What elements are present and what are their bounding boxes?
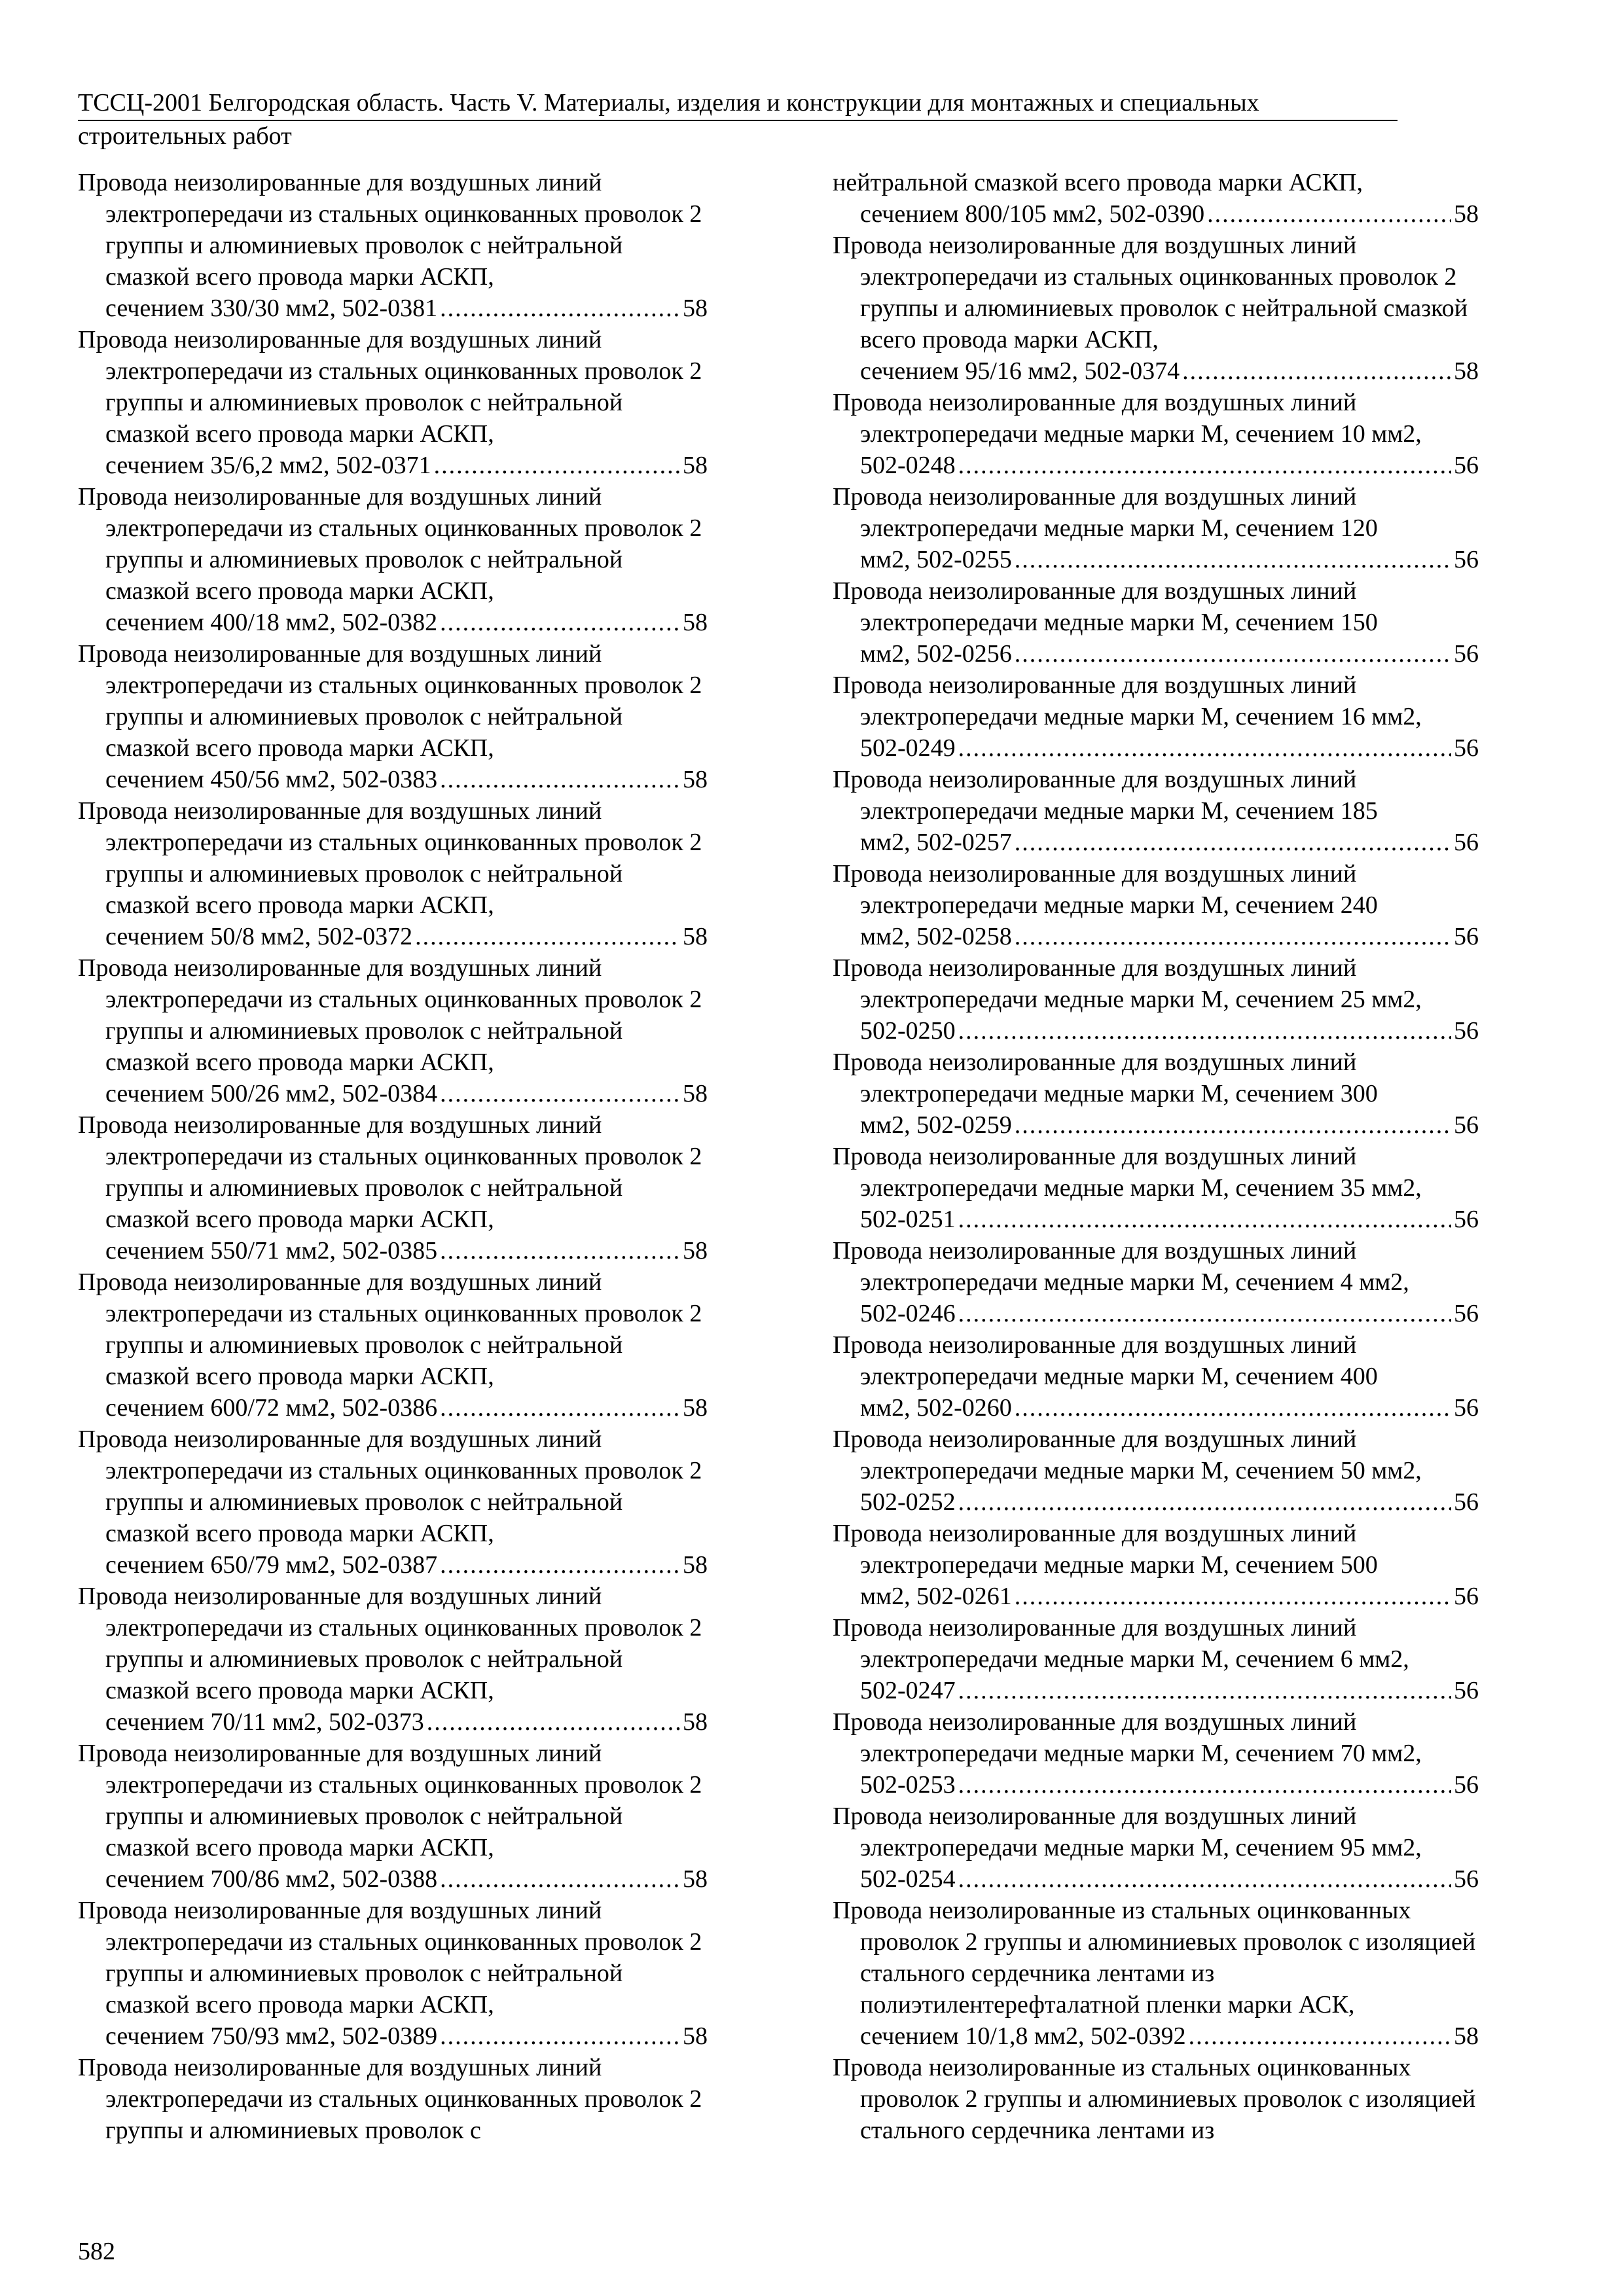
entry-text: Провода неизолированные для воздушных линий электропередачи медные марки М, сечением 50 мм2, [833,1426,1422,1484]
entry-section: сечением 750/93 мм2, 502-0389 [105,2022,438,2050]
entry-leader-line [105,1863,708,1895]
entry-section: мм2, 502-0258 [860,923,1012,950]
entry-leader-line [860,1204,1479,1235]
entry-page-ref: 58 [683,1865,708,1893]
entry-page-ref: 58 [683,923,708,950]
dot-leader [1015,544,1451,575]
entry-text: Провода неизолированные для воздушных линий электропередачи медные марки М, сечением 500 [833,1520,1378,1579]
entry-leader-line [860,1486,1479,1518]
entry-text: Провода неизолированные для воздушных линий электропередачи из стальных оцинкованных проволок 2 группы и алюминиевых проволок с нейтральной смазкой всего провода марки АСКП, [78,169,702,291]
entry-text: Провода неизолированные из стальных оцинкованных проволок 2 группы и алюминиевых проволок с изоляцией стального сердечника лентами из полиэтилентерефталатной пленки марки АСК, [833,1897,1476,2018]
entry-section: 502-0247 [860,1677,956,1704]
dot-leader [958,1486,1451,1518]
entry-section: сечением 95/16 мм2, 502-0374 [860,357,1180,385]
index-entry [833,1235,1479,1329]
dot-leader [1015,638,1451,670]
entry-section: 502-0253 [860,1771,956,1799]
entry-text: Провода неизолированные для воздушных линий электропередачи медные марки М, сечением 35 мм2, [833,1143,1422,1202]
header-title-line2: строительных работ [78,122,292,150]
entry-leader-line [860,1863,1479,1895]
entry-page-ref: 58 [683,1708,708,1736]
index-entry [78,1424,708,1581]
entry-section: мм2, 502-0259 [860,1111,1012,1139]
index-entry [833,230,1479,387]
index-entry [78,1895,708,2052]
dot-leader [440,1549,680,1581]
dot-leader [958,1204,1451,1235]
index-entry [78,2052,708,2146]
entry-leader-line [860,1298,1479,1329]
index-entry [833,1047,1479,1141]
entry-text: Провода неизолированные для воздушных линий электропередачи медные марки М, сечением 95 мм2, [833,1803,1422,1861]
entry-section: 502-0246 [860,1300,956,1327]
dot-leader [1182,355,1451,387]
index-column-right [833,167,1479,2146]
entry-page-ref: 58 [1454,2022,1479,2050]
index-column-left [78,167,708,2146]
entry-section: сечением 700/86 мм2, 502-0388 [105,1865,438,1893]
entry-page-ref: 58 [683,295,708,322]
entry-section: мм2, 502-0257 [860,829,1012,856]
dot-leader [1015,827,1451,858]
index-entry [78,638,708,795]
entry-section: сечением 500/26 мм2, 502-0384 [105,1080,438,1107]
entry-page-ref: 56 [1454,923,1479,950]
entry-text: Провода неизолированные для воздушных линий электропередачи медные марки М, сечением 120 [833,483,1378,542]
entry-text: Провода неизолированные для воздушных линий электропередачи медные марки М, сечением 10 мм2, [833,389,1422,448]
entry-leader-line [860,638,1479,670]
index-entry [78,324,708,481]
entry-leader-line [860,1109,1479,1141]
entry-text: Провода неизолированные для воздушных линий электропередачи из стальных оцинкованных проволок 2 группы и алюминиевых проволок с нейтральной смазкой всего провода марки АСКП, [78,1111,702,1233]
entry-section: 502-0254 [860,1865,956,1893]
index-entry [833,387,1479,481]
entry-page-ref: 56 [1454,640,1479,668]
entry-leader-line [105,764,708,795]
dot-leader [440,1235,680,1266]
page-number: 582 [78,2238,115,2265]
dot-leader [1015,1581,1451,1612]
entry-leader-line [860,1015,1479,1047]
index-entry [78,795,708,952]
dot-leader [1207,198,1451,230]
entry-leader-line [105,1392,708,1424]
entry-text: Провода неизолированные для воздушных линий электропередачи из стальных оцинкованных проволок 2 группы и алюминиевых проволок с нейтральной смазкой всего провода марки АСКП, [78,326,702,448]
entry-text: Провода неизолированные для воздушных линий электропередачи из стальных оцинкованных проволок 2 группы и алюминиевых проволок с нейтральной смазкой всего провода марки АСКП, [78,1583,702,1704]
entry-leader-line [860,544,1479,575]
dot-leader [440,293,680,324]
dot-leader [958,1298,1451,1329]
dot-leader [440,1078,680,1109]
dot-leader [427,1706,680,1738]
entry-page-ref: 56 [1454,1111,1479,1139]
dot-leader [434,450,680,481]
dot-leader [958,450,1451,481]
index-entry [833,1706,1479,1801]
entry-page-ref: 58 [1454,200,1479,228]
entry-leader-line [860,2020,1479,2052]
index-entry [833,670,1479,764]
dot-leader [1189,2020,1451,2052]
index-entry [833,1518,1479,1612]
entry-text: Провода неизолированные для воздушных линий электропередачи из стальных оцинкованных проволок 2 группы и алюминиевых проволок с нейтральной смазкой всего провода марки АСКП, [78,1268,702,1390]
entry-text: Провода неизолированные для воздушных линий электропередачи медные марки М, сечением 25 мм2, [833,954,1422,1013]
index-entry [833,2052,1479,2146]
entry-leader-line [860,198,1479,230]
index-entry [833,575,1479,670]
entry-section: мм2, 502-0261 [860,1583,1012,1610]
dot-leader [1015,921,1451,952]
entry-text: Провода неизолированные для воздушных линий электропередачи медные марки М, сечением 400 [833,1331,1378,1390]
dot-leader [440,1863,680,1895]
dot-leader [958,1863,1451,1895]
entry-leader-line [105,607,708,638]
dot-leader [1015,1392,1451,1424]
entry-text: Провода неизолированные для воздушных линий электропередачи из стальных оцинкованных проволок 2 группы и алюминиевых проволок с нейтральной смазкой всего провода марки АСКП, [78,640,702,762]
dot-leader [440,764,680,795]
entry-text: Провода неизолированные для воздушных линий электропередачи медные марки М, сечением 240 [833,860,1378,919]
index-entry [78,1109,708,1266]
entry-page-ref: 56 [1454,1583,1479,1610]
entry-section: мм2, 502-0256 [860,640,1012,668]
entry-page-ref: 56 [1454,452,1479,479]
dot-leader [958,1015,1451,1047]
entry-page-ref: 56 [1454,546,1479,573]
entry-leader-line [105,1549,708,1581]
index-entry [78,1581,708,1738]
entry-text: Провода неизолированные для воздушных линий электропередачи медные марки М, сечением 150 [833,577,1378,636]
entry-page-ref: 56 [1454,1394,1479,1422]
entry-leader-line [105,2020,708,2052]
running-header [78,88,1398,152]
entry-text: Провода неизолированные для воздушных линий электропередачи медные марки М, сечением 300 [833,1049,1378,1107]
entry-section: сечением 70/11 мм2, 502-0373 [105,1708,424,1736]
index-entry [833,481,1479,575]
entry-text: Провода неизолированные для воздушных линий электропередачи из стальных оцинкованных проволок 2 группы и алюминиевых проволок с нейтральной смазкой всего провода марки АСКП, [833,232,1468,353]
index-entry [78,1738,708,1895]
index-entry [833,858,1479,952]
dot-leader [440,2020,680,2052]
dot-leader [415,921,680,952]
entry-section: 502-0248 [860,452,956,479]
entry-page-ref: 56 [1454,734,1479,762]
entry-text: Провода неизолированные для воздушных линий электропередачи из стальных оцинкованных проволок 2 группы и алюминиевых проволок с [78,2054,702,2144]
entry-text: Провода неизолированные для воздушных линий электропередачи из стальных оцинкованных проволок 2 группы и алюминиевых проволок с нейтральной смазкой всего провода марки АСКП, [78,954,702,1076]
entry-text: Провода неизолированные для воздушных линий электропередачи медные марки М, сечением 185 [833,766,1378,825]
entry-text: Провода неизолированные для воздушных линий электропередачи из стальных оцинкованных проволок 2 группы и алюминиевых проволок с нейтральной смазкой всего провода марки АСКП, [78,797,702,919]
entry-section: сечением 330/30 мм2, 502-0381 [105,295,438,322]
entry-text: Провода неизолированные для воздушных линий электропередачи медные марки М, сечением 6 мм2, [833,1614,1409,1673]
entry-leader-line [860,921,1479,952]
entry-page-ref: 58 [683,766,708,793]
entry-leader-line [860,450,1479,481]
entry-leader-line [860,732,1479,764]
entry-page-ref: 58 [683,2022,708,2050]
entry-text: Провода неизолированные для воздушных линий электропередачи из стальных оцинкованных проволок 2 группы и алюминиевых проволок с нейтральной смазкой всего провода марки АСКП, [78,1426,702,1547]
entry-section: сечением 400/18 мм2, 502-0382 [105,609,438,636]
entry-text: Провода неизолированные для воздушных линий электропередачи из стальных оцинкованных проволок 2 группы и алюминиевых проволок с нейтральной смазкой всего провода марки АСКП, [78,1897,702,2018]
entry-leader-line [105,293,708,324]
entry-leader-line [860,1581,1479,1612]
entry-page-ref: 56 [1454,1865,1479,1893]
entry-page-ref: 58 [683,609,708,636]
entry-page-ref: 56 [1454,1206,1479,1233]
index-entry [833,1895,1479,2052]
index-entry [833,764,1479,858]
index-entry [833,1141,1479,1235]
entry-page-ref: 56 [1454,829,1479,856]
entry-page-ref: 58 [683,452,708,479]
index-entry [78,1266,708,1424]
entry-section: мм2, 502-0260 [860,1394,1012,1422]
entry-section: сечением 800/105 мм2, 502-0390 [860,200,1205,228]
entry-page-ref: 58 [1454,357,1479,385]
entry-leader-line [105,1235,708,1266]
entry-section: 502-0251 [860,1206,956,1233]
entry-section: сечением 450/56 мм2, 502-0383 [105,766,438,793]
index-entry [78,167,708,324]
entry-page-ref: 58 [683,1551,708,1579]
entry-leader-line [105,1078,708,1109]
dot-leader [958,1675,1451,1706]
entry-leader-line [860,1675,1479,1706]
entry-leader-line [860,1769,1479,1801]
index-entry [78,952,708,1109]
entry-text: нейтральной смазкой всего провода марки АСКП, [833,169,1363,196]
entry-section: сечением 35/6,2 мм2, 502-0371 [105,452,431,479]
index-entry [833,1612,1479,1706]
dot-leader [440,1392,680,1424]
entry-leader-line [860,355,1479,387]
dot-leader [958,732,1451,764]
index-entry [78,481,708,638]
index-entry [833,1801,1479,1895]
entry-page-ref: 56 [1454,1771,1479,1799]
entry-leader-line [105,450,708,481]
entry-leader-line [860,1392,1479,1424]
entry-section: сечением 10/1,8 мм2, 502-0392 [860,2022,1186,2050]
entry-text: Провода неизолированные для воздушных линий электропередачи из стальных оцинкованных проволок 2 группы и алюминиевых проволок с нейтральной смазкой всего провода марки АСКП, [78,1740,702,1861]
entry-text: Провода неизолированные для воздушных линий электропередачи медные марки М, сечением 4 мм2, [833,1237,1409,1296]
dot-leader [440,607,680,638]
entry-page-ref: 56 [1454,1300,1479,1327]
entry-section: сечением 50/8 мм2, 502-0372 [105,923,413,950]
entry-page-ref: 58 [683,1237,708,1265]
entry-page-ref: 56 [1454,1488,1479,1516]
entry-page-ref: 58 [683,1394,708,1422]
entry-text: Провода неизолированные для воздушных линий электропередачи медные марки М, сечением 70 мм2, [833,1708,1422,1767]
entry-leader-line [105,1706,708,1738]
entry-section: сечением 650/79 мм2, 502-0387 [105,1551,438,1579]
entry-text: Провода неизолированные для воздушных линий электропередачи из стальных оцинкованных проволок 2 группы и алюминиевых проволок с нейтральной смазкой всего провода марки АСКП, [78,483,702,605]
index-entry [833,1424,1479,1518]
entry-section: 502-0250 [860,1017,956,1045]
index-entry [833,952,1479,1047]
dot-leader [1015,1109,1451,1141]
index-entry [833,1329,1479,1424]
dot-leader [958,1769,1451,1801]
entry-leader-line [860,827,1479,858]
entry-section: сечением 600/72 мм2, 502-0386 [105,1394,438,1422]
entry-section: 502-0252 [860,1488,956,1516]
entry-page-ref: 56 [1454,1017,1479,1045]
index-entry [833,167,1479,230]
header-title-line1: ТССЦ-2001 Белгородская область. Часть V. Материалы, изделия и конструкции для монтажных и специальных [78,88,1398,121]
entry-text: Провода неизолированные из стальных оцинкованных проволок 2 группы и алюминиевых проволок с изоляцией стального сердечника лентами из [833,2054,1476,2144]
entry-page-ref: 56 [1454,1677,1479,1704]
entry-page-ref: 58 [683,1080,708,1107]
entry-text: Провода неизолированные для воздушных линий электропередачи медные марки М, сечением 16 мм2, [833,672,1422,730]
entry-leader-line [105,921,708,952]
entry-section: 502-0249 [860,734,956,762]
entry-section: мм2, 502-0255 [860,546,1012,573]
entry-section: сечением 550/71 мм2, 502-0385 [105,1237,438,1265]
